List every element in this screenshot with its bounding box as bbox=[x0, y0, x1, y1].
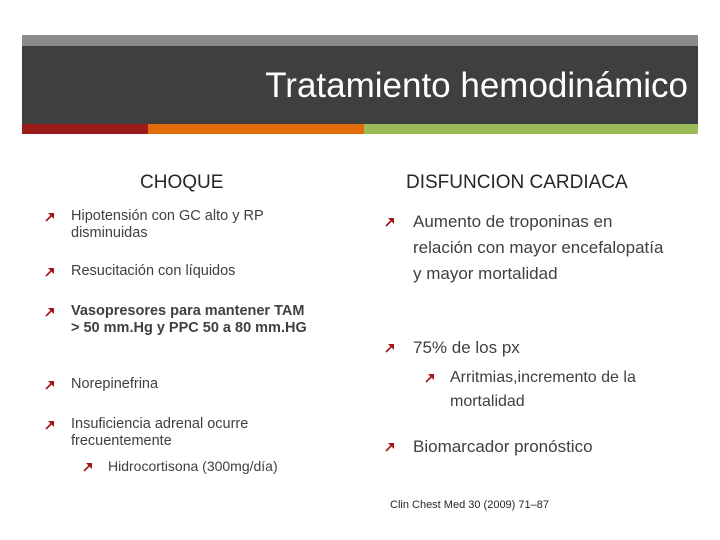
left-bullet-text: Resucitación con líquidos bbox=[71, 263, 236, 279]
citation: Clin Chest Med 30 (2009) 71–87 bbox=[390, 499, 549, 511]
arrow-bullet-icon bbox=[424, 372, 436, 384]
arrow-bullet-icon bbox=[384, 216, 396, 228]
accent-bar-orange bbox=[148, 124, 364, 134]
slide-title: Tratamiento hemodinámico bbox=[265, 66, 688, 105]
left-bullet bbox=[44, 208, 316, 243]
left-bullet bbox=[44, 303, 316, 338]
right-bullet bbox=[384, 209, 668, 287]
left-bullet-text: Vasopresores para mantener TAM > 50 mm.Hg y PPC 50 a 80 mm.HG bbox=[71, 303, 307, 337]
right-bullet bbox=[384, 434, 668, 460]
left-bullet-text: Hipotensión con GC alto y RP disminuidas bbox=[71, 208, 264, 242]
arrow-bullet-icon bbox=[44, 211, 56, 223]
left-bullet-text: Norepinefrina bbox=[71, 376, 159, 392]
right-bullet-text: Aumento de troponinas en relación con mayor encefalopatía y mayor mortalidad bbox=[413, 212, 664, 283]
left-bullet bbox=[44, 263, 316, 280]
right-bullet-text: 75% de los px bbox=[413, 338, 520, 357]
left-sub-bullet-text: Hidrocortisona (300mg/día) bbox=[108, 458, 278, 474]
arrow-bullet-icon bbox=[44, 266, 56, 278]
left-bullet bbox=[44, 376, 316, 393]
arrow-bullet-icon bbox=[384, 342, 396, 354]
left-bullet bbox=[44, 416, 316, 451]
right-bullet-text: Biomarcador pronóstico bbox=[413, 437, 593, 456]
title-top-strip bbox=[22, 35, 698, 46]
arrow-bullet-icon bbox=[384, 441, 396, 453]
arrow-bullet-icon bbox=[44, 306, 56, 318]
right-bullet bbox=[384, 335, 668, 361]
accent-bar-red bbox=[22, 124, 148, 134]
right-sub-bullet-text: Arritmias,incremento de la mortalidad bbox=[450, 369, 636, 410]
arrow-bullet-icon bbox=[82, 461, 94, 473]
arrow-bullet-icon bbox=[44, 379, 56, 391]
left-sub-bullet bbox=[82, 458, 353, 475]
accent-bar-green bbox=[364, 124, 698, 134]
arrow-bullet-icon bbox=[44, 419, 56, 431]
right-sub-bullet bbox=[424, 366, 695, 414]
left-column-heading: CHOQUE bbox=[140, 172, 224, 193]
left-bullet-text: Insuficiencia adrenal ocurre frecuentemente bbox=[71, 416, 249, 450]
title-bar bbox=[22, 46, 698, 124]
right-column-heading: DISFUNCION CARDIACA bbox=[406, 172, 628, 193]
